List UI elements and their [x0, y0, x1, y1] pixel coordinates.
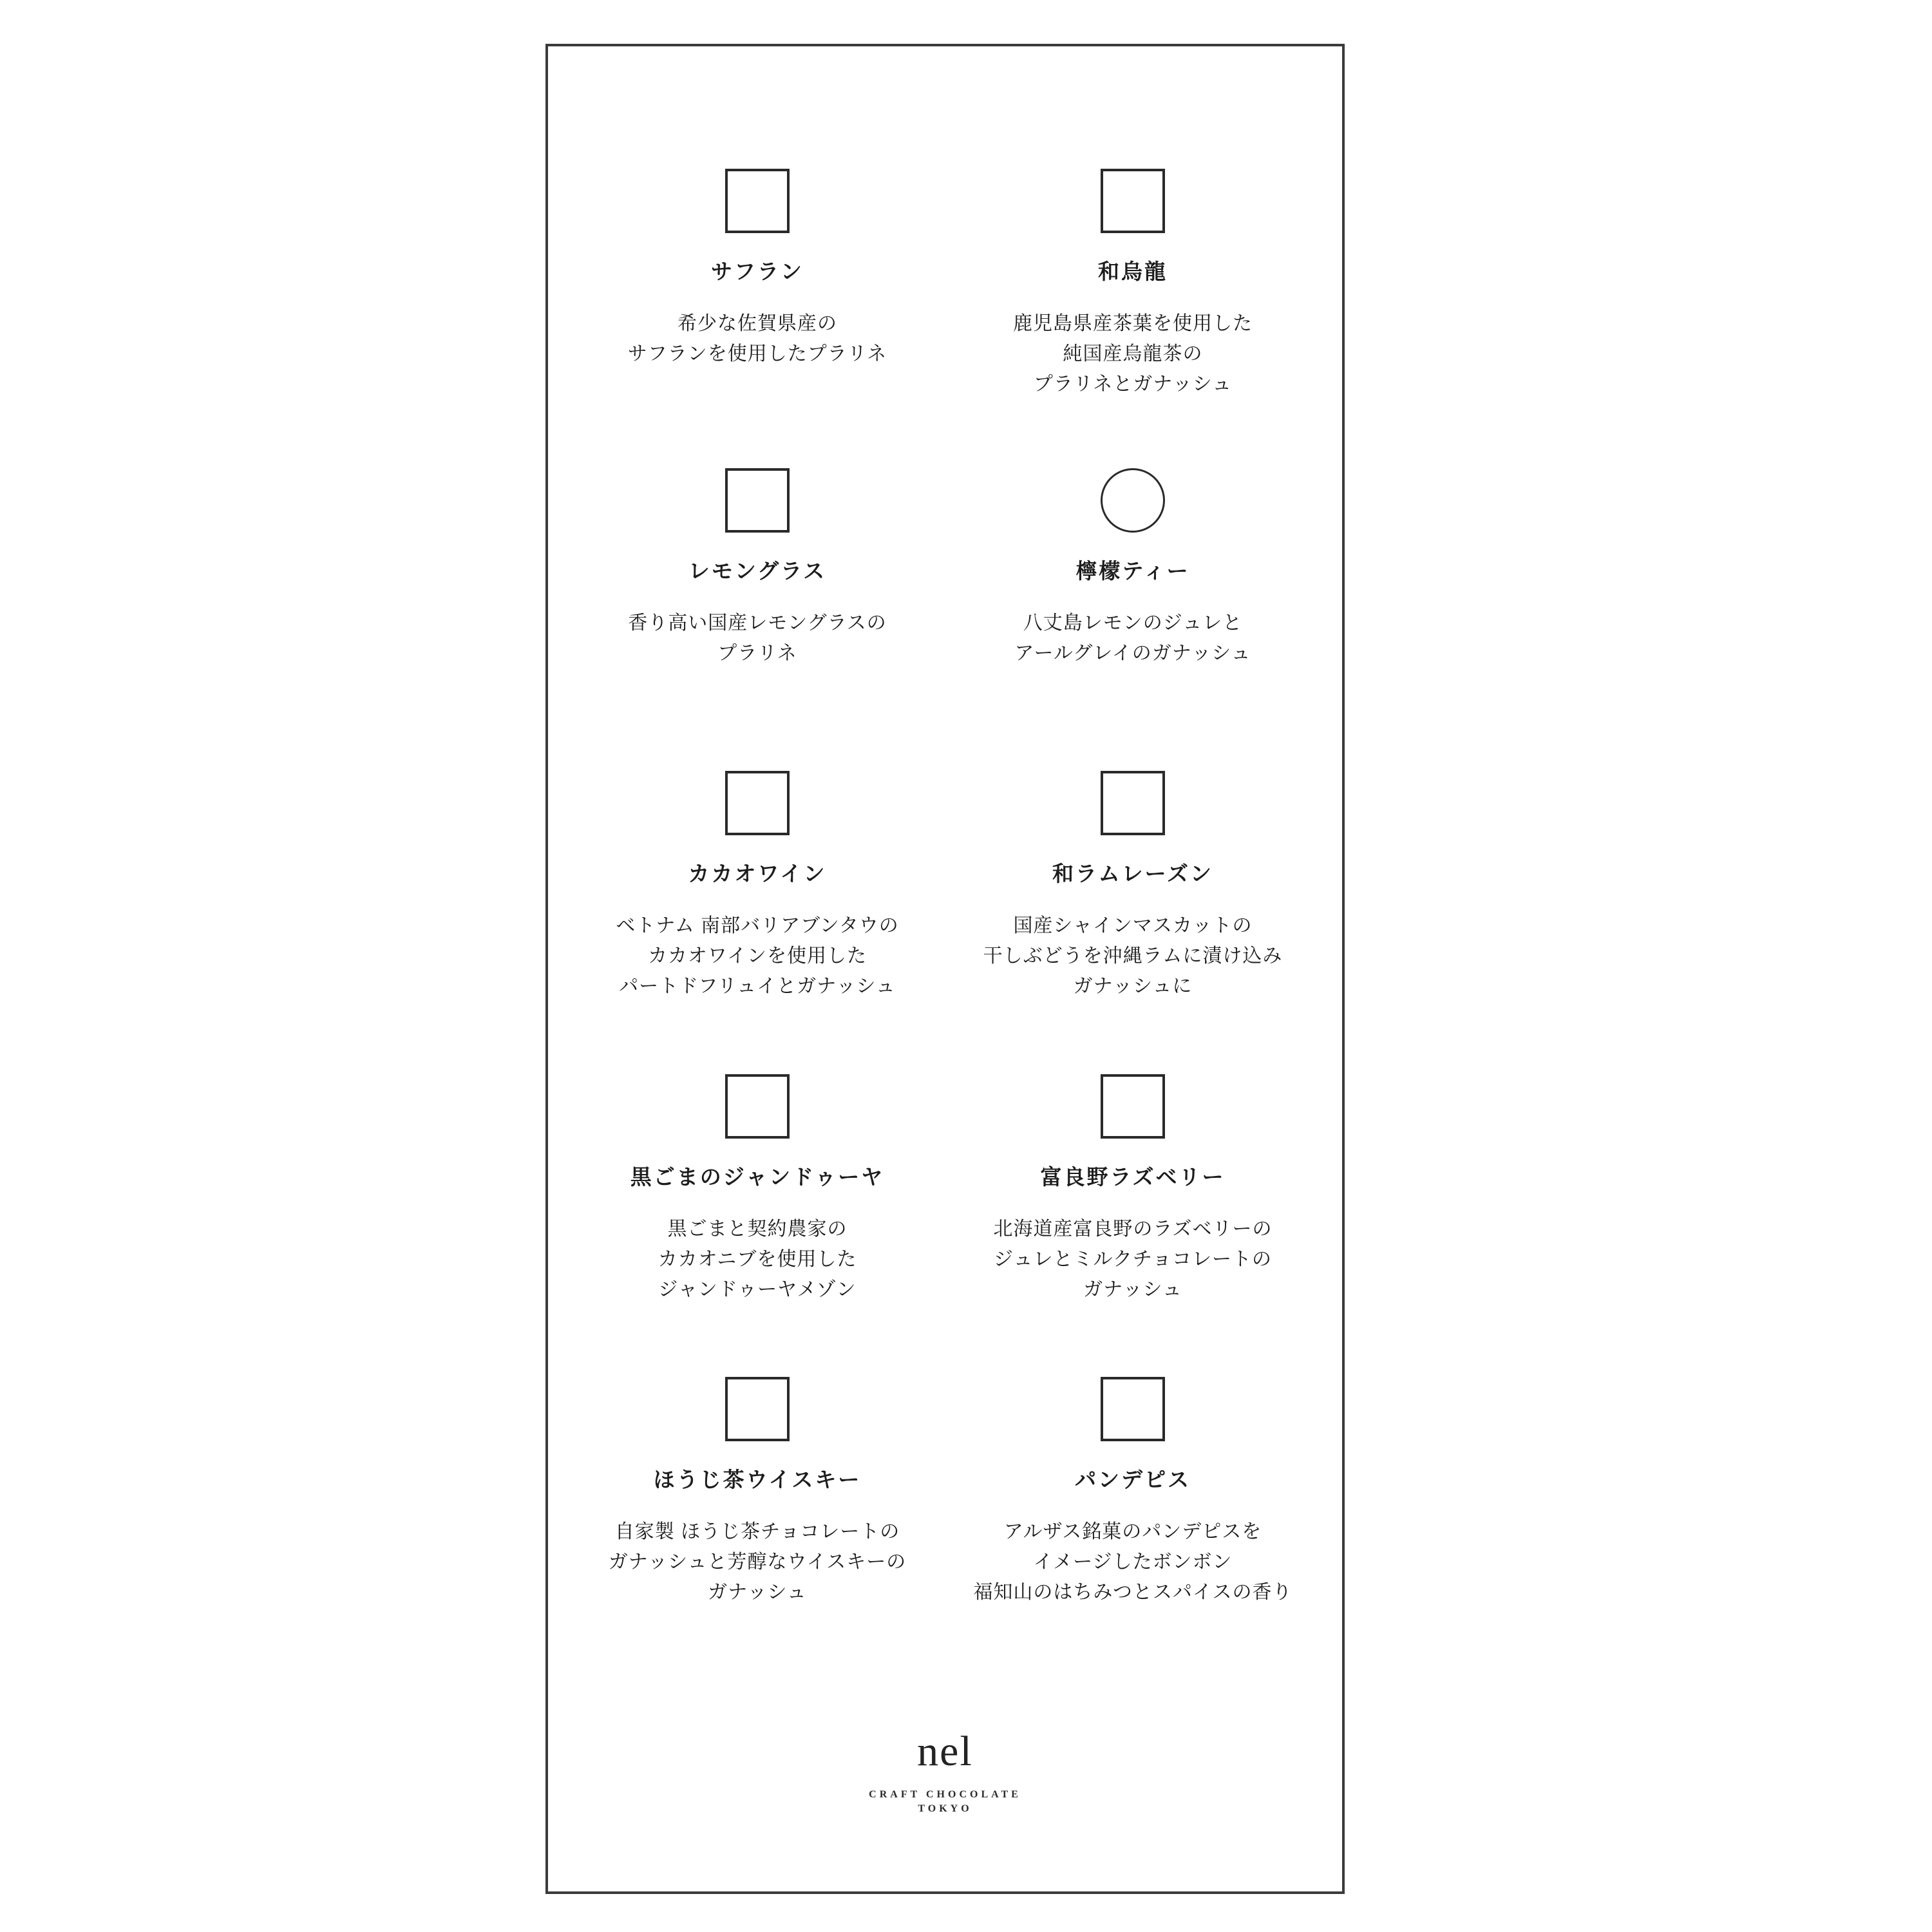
item-description: [946, 911, 1320, 1001]
square-marker-icon: [1101, 771, 1165, 835]
menu-item: [571, 1377, 944, 1607]
item-title: ほうじ茶ウイスキー: [653, 1468, 862, 1492]
item-description-line: アルザス銘菓のパンデピスを: [1003, 1521, 1262, 1542]
item-description-line: 純国産烏龍茶の: [1063, 343, 1203, 365]
menu-item: [571, 1074, 944, 1305]
menu-item: [571, 169, 944, 369]
menu-item: [946, 468, 1320, 668]
item-description-line: イメージしたボンボン: [1033, 1551, 1233, 1573]
menu-item: [571, 468, 944, 668]
item-description-line: ガナッシュに: [1073, 976, 1193, 997]
item-description-line: 国産シャインマスカットの: [1013, 915, 1253, 936]
brand-name: nel: [917, 1728, 973, 1775]
brand-subtitle-line1: CRAFT CHOCOLATE: [869, 1789, 1021, 1800]
square-marker-icon: [725, 1074, 790, 1139]
menu-item: [946, 771, 1320, 1001]
item-description: [571, 308, 944, 369]
item-description-line: ジャンドゥーヤメゾン: [658, 1279, 857, 1300]
item-description-line: 干しぶどうを沖縄ラムに漬け込み: [983, 945, 1283, 967]
item-description-line: パートドフリュイとガナッシュ: [619, 976, 896, 997]
item-description: [571, 911, 944, 1001]
item-description: [946, 308, 1320, 399]
square-marker-icon: [725, 1377, 790, 1441]
item-title: 富良野ラズベリー: [1040, 1165, 1226, 1189]
circle-marker-icon: [1101, 468, 1165, 533]
item-description-line: ガナッシュ: [708, 1582, 807, 1603]
item-description-line: 黒ごまと契約農家の: [667, 1218, 848, 1240]
item-title: パンデピス: [1075, 1468, 1191, 1492]
square-marker-icon: [1101, 1074, 1165, 1139]
item-description-line: アールグレイのガナッシュ: [1014, 643, 1251, 664]
item-title: 和烏龍: [1098, 260, 1168, 283]
item-description: [571, 1517, 944, 1607]
item-title: 和ラムレーズン: [1052, 862, 1214, 886]
item-description-line: ベトナム 南部バリアブンタウの: [616, 915, 899, 936]
item-description-line: 八丈島レモンのジュレと: [1023, 612, 1243, 634]
item-description-line: プラリネ: [717, 643, 797, 664]
item-description-line: ガナッシュと芳醇なウイスキーの: [608, 1551, 907, 1573]
square-marker-icon: [725, 468, 790, 533]
item-description-line: ガナッシュ: [1083, 1279, 1182, 1300]
square-marker-icon: [1101, 1377, 1165, 1441]
item-description-line: 北海道産富良野のラズベリーの: [993, 1218, 1273, 1240]
item-description-line: プラリネとガナッシュ: [1033, 374, 1233, 395]
brand-subtitle-line2: TOKYO: [918, 1803, 972, 1814]
menu-item: [946, 1377, 1320, 1607]
menu-card: [545, 44, 1345, 1894]
item-description: [946, 1214, 1320, 1305]
item-description: [946, 1517, 1320, 1607]
item-title: カカオワイン: [688, 862, 827, 886]
item-description-line: カカオワインを使用した: [647, 945, 867, 967]
item-description-line: カカオニブを使用した: [658, 1249, 857, 1270]
item-description-line: ジュレとミルクチョコレートの: [994, 1249, 1272, 1270]
item-description-line: 福知山のはちみつとスパイスの香り: [973, 1582, 1293, 1603]
brand-logo: [548, 1730, 1342, 1815]
square-marker-icon: [725, 169, 790, 233]
item-title: レモングラス: [688, 559, 827, 583]
item-title: サフラン: [711, 260, 804, 283]
item-description-line: 香り高い国産レモングラスの: [628, 612, 887, 634]
item-description: [571, 608, 944, 668]
item-description-line: サフランを使用したプラリネ: [627, 343, 887, 365]
square-marker-icon: [725, 771, 790, 835]
item-description: [571, 1214, 944, 1305]
square-marker-icon: [1101, 169, 1165, 233]
item-description-line: 鹿児島県産茶葉を使用した: [1013, 313, 1253, 334]
menu-item: [946, 1074, 1320, 1305]
menu-item: [571, 771, 944, 1001]
item-title: 黒ごまのジャンドゥーヤ: [630, 1165, 885, 1189]
item-description-line: 自家製 ほうじ茶チョコレートの: [614, 1521, 900, 1542]
menu-item: [946, 169, 1320, 399]
item-title: 檸檬ティー: [1075, 559, 1190, 583]
item-description: [946, 608, 1320, 668]
item-description-line: 希少な佐賀県産の: [677, 313, 837, 334]
